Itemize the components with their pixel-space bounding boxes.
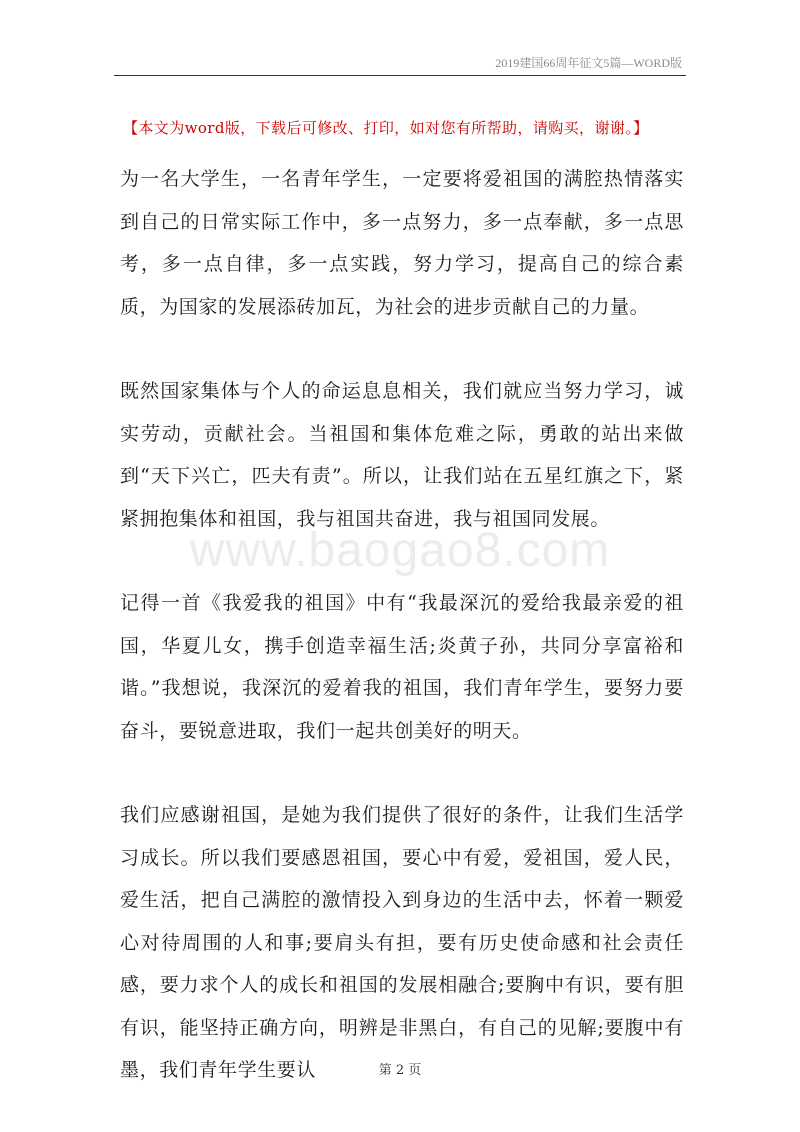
purchase-notice: 【本文为word版，下载后可修改、打印，如对您有所帮助，请购买，谢谢。】 xyxy=(123,119,649,137)
watermark: www.baogao8.com xyxy=(189,524,611,577)
page-number: 第 2 页 xyxy=(378,1063,422,1078)
header-title: 2019建国66周年征文5篇—WORD版 xyxy=(495,56,682,70)
paragraph-2: 既然国家集体与个人的命运息息相关，我们就应当努力学习，诚实劳动，贡献社会。当祖国和集体危难之际，勇敢的站出来做到“天下兴亡，匹夫有责”。所以，让我们站在五星红旗之下，紧紧拥抱集体和祖国，我与祖国共奋进，我与祖国同发展。 xyxy=(120,380,684,530)
paragraph-1: 为一名大学生，一名青年学生，一定要将爱祖国的满腔热情落实到自己的日常实际工作中，多一点努力，多一点奉献，多一点思考，多一点自律，多一点实践，努力学习，提高自己的综合素质，为国家的发展添砖加瓦，为社会的进步贡献自己的力量。 xyxy=(120,168,684,318)
document-body xyxy=(120,158,684,1092)
header-divider xyxy=(114,75,686,76)
paragraph-3: 记得一首《我爱我的祖国》中有“我最深沉的爱给我最亲爱的祖国，华夏儿女，携手创造幸福生活;炎黄子孙，共同分享富裕和谐。”我想说，我深沉的爱着我的祖国，我们青年学生，要努力要奋斗，要锐意进取，我们一起共创美好的明天。 xyxy=(120,592,684,742)
paragraph-4: 我们应感谢祖国，是她为我们提供了很好的条件，让我们生活学习成长。所以我们要感恩祖国，要心中有爱，爱祖国，爱人民，爱生活，把自己满腔的激情投入到身边的生活中去，怀着一颗爱心对待周围的人和事;要肩头有担，要有历史使命感和社会责任感，要力求个人的成长和祖国的发展相融合;要胸中有识，要有胆有识，能坚持正确方向，明辨是非黑白，有自己的见解;要腹中有墨，我们青年学生要认 xyxy=(120,804,684,1081)
